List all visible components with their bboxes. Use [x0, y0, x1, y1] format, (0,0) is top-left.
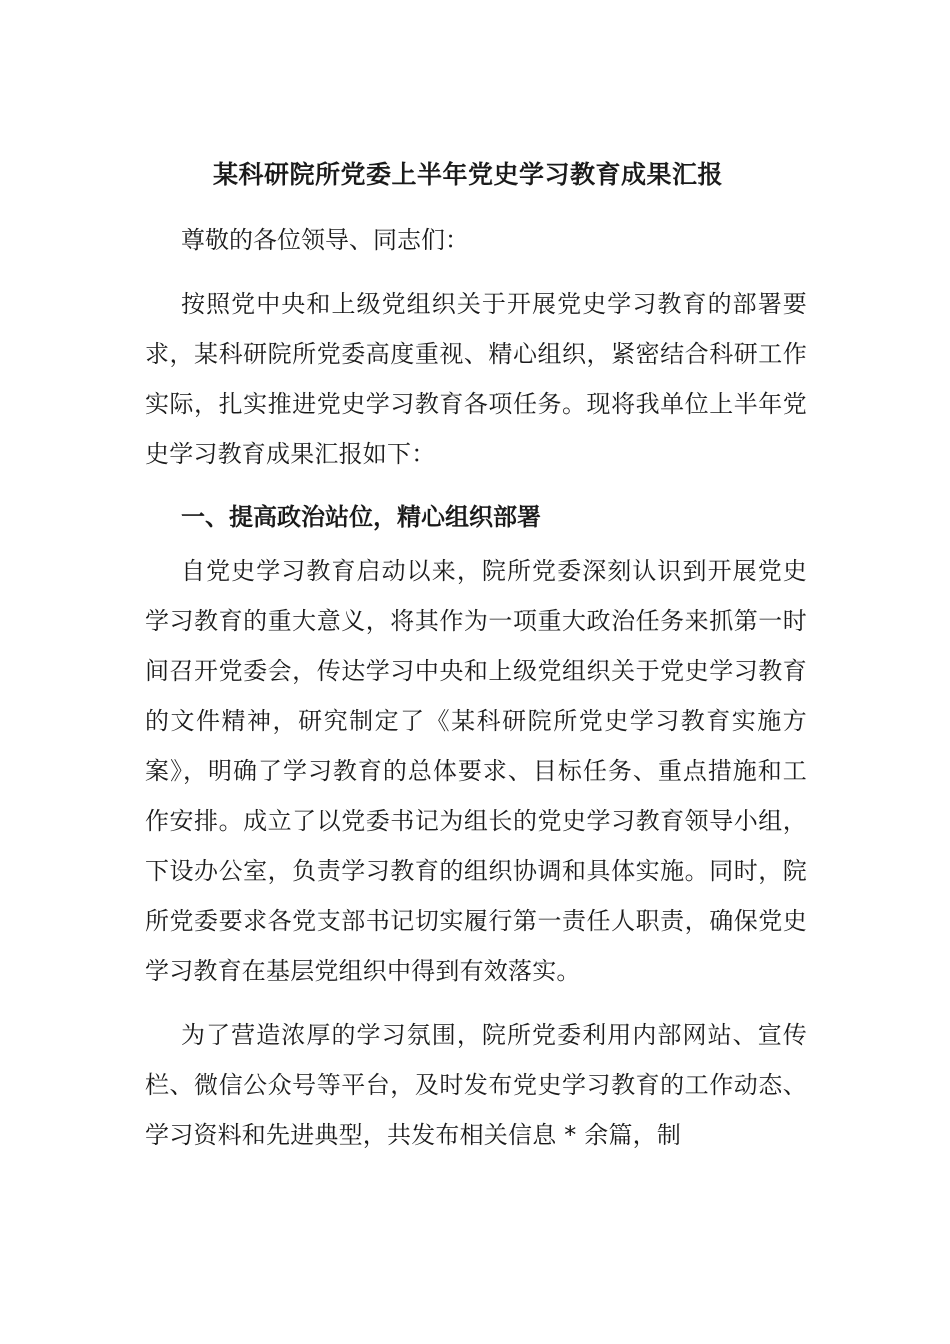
document-title: 某科研院所党委上半年党史学习教育成果汇报	[212, 160, 723, 189]
document-body	[145, 155, 807, 1160]
section-1-paragraph-2: 为了营造浓厚的学习氛围，院所党委利用内部网站、宣传栏、微信公众号等平台，及时发布党史学习教育的工作动态、学习资料和先进典型，共发布相关信息 * 余篇，制	[145, 1021, 807, 1149]
salutation: 尊敬的各位领导、同志们：	[181, 226, 469, 254]
section-heading-1: 一、提高政治站位，精心组织部署	[181, 503, 541, 531]
intro-paragraph: 按照党中央和上级党组织关于开展党史学习教育的部署要求，某科研院所党委高度重视、精心组织，紧密结合科研工作实际，扎实推进党史学习教育各项任务。现将我单位上半年党史学习教育成果汇报如下：	[145, 290, 807, 468]
section-1-paragraph-1: 自党史学习教育启动以来，院所党委深刻认识到开展党史学习教育的重大意义，将其作为一项重大政治任务来抓第一时间召开党委会，传达学习中央和上级党组织关于党史学习教育的文件精神，研究制定了《某科研院所党史学习教育实施方案》，明确了学习教育的总体要求、目标任务、重点措施和工作安排。成立了以党委书记为组长的党史学习教育领导小组，下设办公室，负责学习教育的组织协调和具体实施。同时，院所党委要求各党支部书记切实履行第一责任人职责，确保党史学习教育在基层党组织中得到有效落实。	[145, 557, 807, 985]
